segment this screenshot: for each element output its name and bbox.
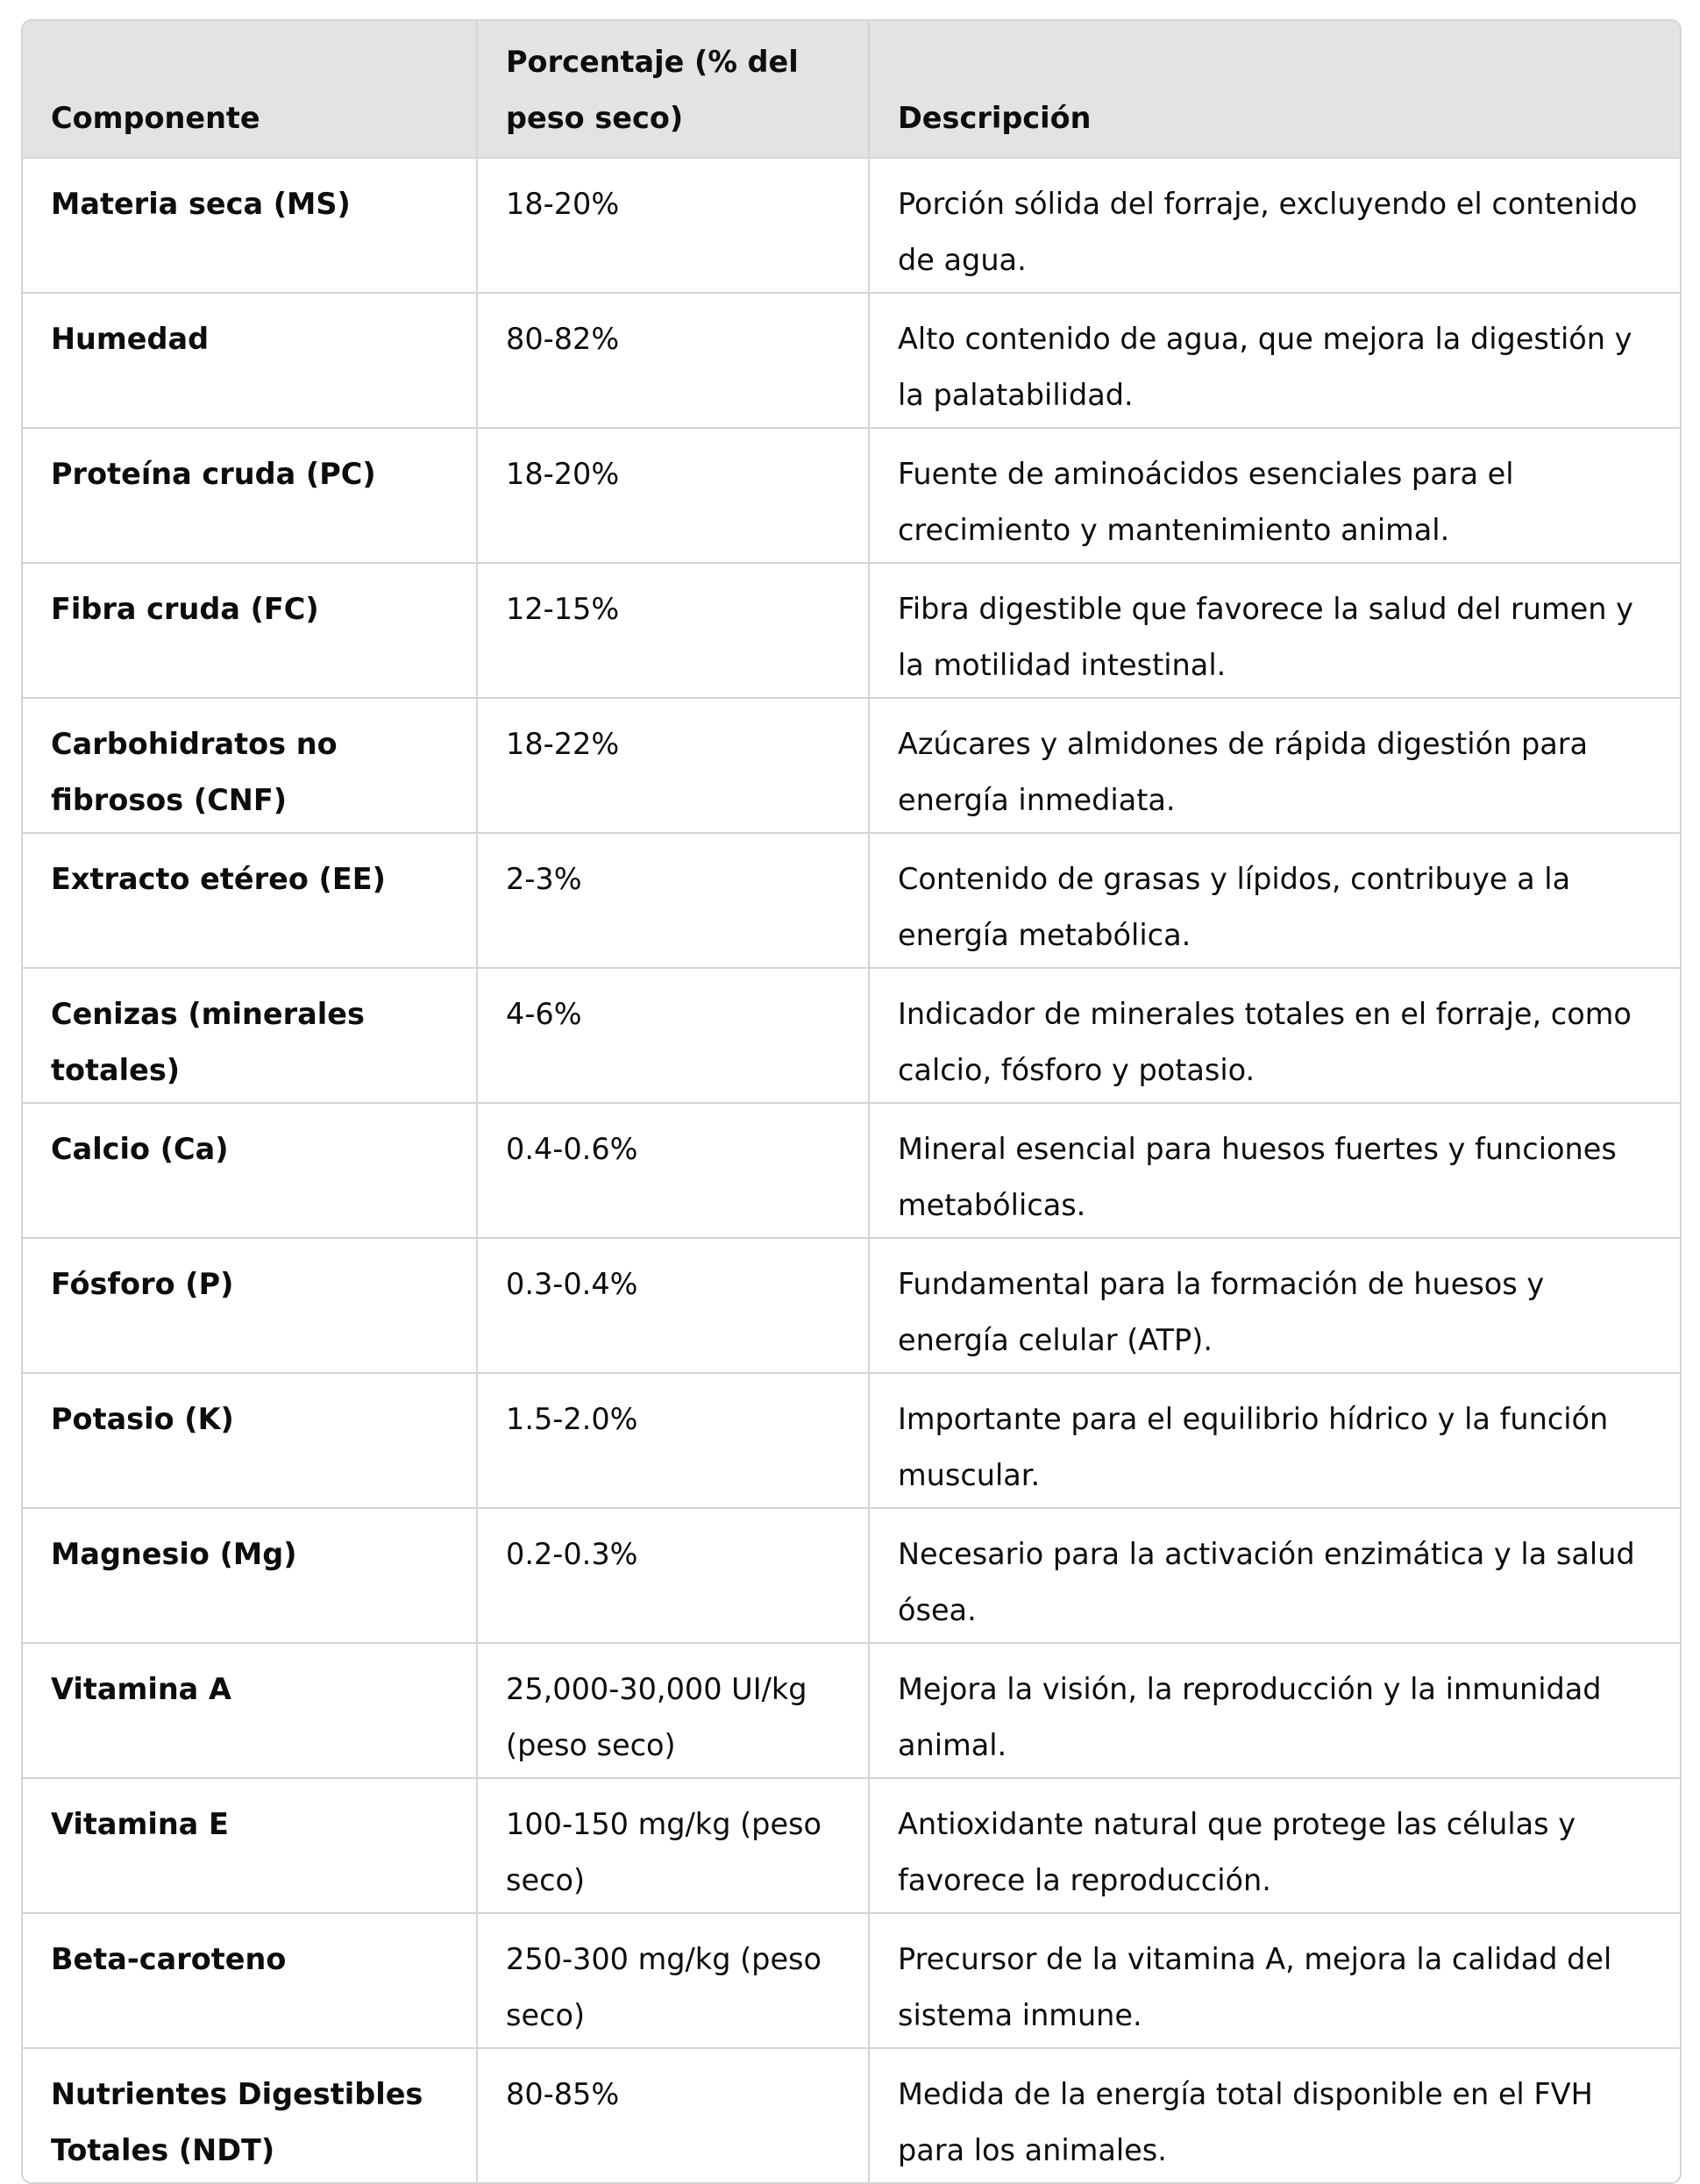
table-row xyxy=(23,1373,1680,1508)
table-row xyxy=(23,2048,1680,2182)
cell-descripcion: Antioxidante natural que protege las células y favorece la reproducción. xyxy=(869,1778,1680,1913)
nutrient-table-container xyxy=(21,19,1682,2184)
cell-componente: Humedad xyxy=(23,293,477,428)
cell-porcentaje: 80-82% xyxy=(477,293,869,428)
cell-porcentaje: 2-3% xyxy=(477,833,869,968)
cell-porcentaje: 100-150 mg/kg (peso seco) xyxy=(477,1778,869,1913)
cell-descripcion: Fibra digestible que favorece la salud del rumen y la motilidad intestinal. xyxy=(869,563,1680,698)
header-row xyxy=(23,21,1680,158)
table-row xyxy=(23,563,1680,698)
cell-descripcion: Fundamental para la formación de huesos y energía celular (ATP). xyxy=(869,1238,1680,1373)
table-row xyxy=(23,428,1680,563)
cell-descripcion: Fuente de aminoácidos esenciales para el crecimiento y mantenimiento animal. xyxy=(869,428,1680,563)
cell-descripcion: Porción sólida del forraje, excluyendo el contenido de agua. xyxy=(869,158,1680,293)
table-row xyxy=(23,1643,1680,1778)
header-descripcion: Descripción xyxy=(869,21,1680,158)
table-row xyxy=(23,158,1680,293)
cell-porcentaje: 12-15% xyxy=(477,563,869,698)
cell-descripcion: Medida de la energía total disponible en el FVH para los animales. xyxy=(898,2077,1593,2167)
cell-componente: Extracto etéreo (EE) xyxy=(23,833,477,968)
cell-componente: Proteína cruda (PC) xyxy=(23,428,477,563)
cell-descripcion: Indicador de minerales totales en el forraje, como calcio, fósforo y potasio. xyxy=(869,968,1680,1103)
cell-porcentaje: 18-20% xyxy=(477,158,869,293)
table-row xyxy=(23,1103,1680,1238)
cell-descripcion: Necesario para la activación enzimática y la salud ósea. xyxy=(869,1508,1680,1643)
cell-descripcion: Contenido de grasas y lípidos, contribuye a la energía metabólica. xyxy=(869,833,1680,968)
cell-descripcion: Alto contenido de agua, que mejora la digestión y la palatabilidad. xyxy=(869,293,1680,428)
cell-componente: Cenizas (minerales totales) xyxy=(23,968,477,1103)
cell-componente: Vitamina E xyxy=(23,1778,477,1913)
cell-componente: Nutrientes Digestibles Totales (NDT) xyxy=(23,2048,477,2182)
cell-descripcion: Importante para el equilibrio hídrico y la función muscular. xyxy=(869,1373,1680,1508)
table-row xyxy=(23,1778,1680,1913)
cell-porcentaje: 25,000-30,000 UI/kg (peso seco) xyxy=(477,1643,869,1778)
table-row xyxy=(23,968,1680,1103)
cell-porcentaje: 18-22% xyxy=(477,698,869,833)
cell-porcentaje: 250-300 mg/kg (peso seco) xyxy=(477,1913,869,2048)
table-row xyxy=(23,698,1680,833)
cell-descripcion: Mineral esencial para huesos fuertes y funciones metabólicas. xyxy=(869,1103,1680,1238)
cell-porcentaje: 0.3-0.4% xyxy=(477,1238,869,1373)
cell-componente: Beta-caroteno xyxy=(23,1913,477,2048)
cell-porcentaje: 0.2-0.3% xyxy=(477,1508,869,1643)
table-body xyxy=(23,158,1680,2182)
cell-porcentaje: 1.5-2.0% xyxy=(477,1373,869,1508)
nutrient-table xyxy=(23,21,1680,2182)
table-row xyxy=(23,833,1680,968)
cell-porcentaje: 4-6% xyxy=(477,968,869,1103)
table-row xyxy=(23,1238,1680,1373)
cell-componente: Fibra cruda (FC) xyxy=(23,563,477,698)
cell-componente: Magnesio (Mg) xyxy=(23,1508,477,1643)
cell-componente: Fósforo (P) xyxy=(23,1238,477,1373)
table-row xyxy=(23,1508,1680,1643)
cell-componente: Carbohidratos no fibrosos (CNF) xyxy=(23,698,477,833)
cell-componente: Potasio (K) xyxy=(23,1373,477,1508)
table-row xyxy=(23,293,1680,428)
cell-componente: Materia seca (MS) xyxy=(23,158,477,293)
header-porcentaje: Porcentaje (% del peso seco) xyxy=(477,21,869,158)
table-row xyxy=(23,1913,1680,2048)
header-componente: Componente xyxy=(23,21,477,158)
cell-descripcion: Precursor de la vitamina A, mejora la calidad del sistema inmune. xyxy=(869,1913,1680,2048)
cell-componente: Vitamina A xyxy=(23,1643,477,1778)
table-header xyxy=(23,21,1680,158)
cell-componente: Calcio (Ca) xyxy=(23,1103,477,1238)
cell-porcentaje: 18-20% xyxy=(477,428,869,563)
cell-porcentaje: 80-85% xyxy=(477,2048,869,2182)
cell-descripcion: Mejora la visión, la reproducción y la inmunidad animal. xyxy=(869,1643,1680,1778)
cell-porcentaje: 0.4-0.6% xyxy=(477,1103,869,1238)
cell-descripcion: Azúcares y almidones de rápida digestión para energía inmediata. xyxy=(869,698,1680,833)
